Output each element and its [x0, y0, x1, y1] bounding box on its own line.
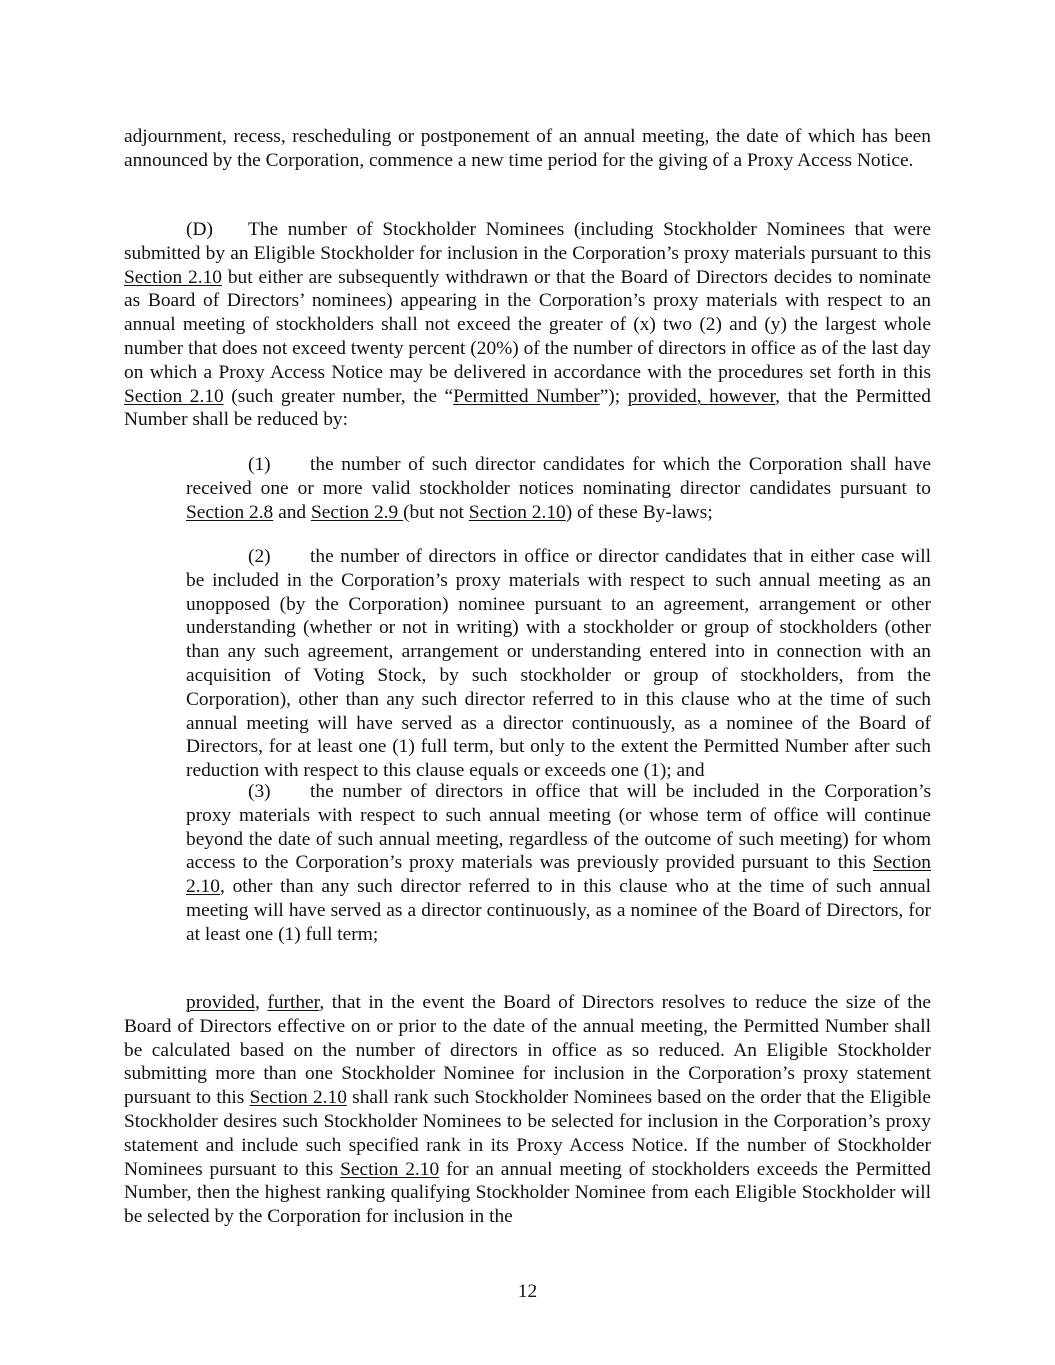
section-reference: Section 2.10	[124, 385, 224, 407]
clause-2-text: the number of directors in office or director candidates that in either case will be included in the Corporation’s proxy materials with respect to such annual meeting as an unopposed (by the Corporation) nominee pursuant to an agreement, arrangement or other understanding (whether or not in writing) with a stockholder or group of stockholders (other than any such agreement, arrangement or understanding entered into in connection with an acquisition of Voting Stock, by such stockholder or group of stockholders, from the Corporation), other than any such director referred to in this clause who at the time of such annual meeting will have served as a director continuously, as a nominee of the Board of Directors, for at least one (1) full term, but only to the extent the Permitted Number after such reduction with respect to this clause equals or exceeds one (1); and	[186, 546, 931, 782]
clause-3-text: the number of directors in office that will be included in the Corporation’s proxy materials with respect to such annual meeting (or whose term of office will continue beyond the date of such annual meeting, regardless of the outcome of such meeting) for whom access to the Corporation’s proxy materials was previously provided pursuant to this	[186, 781, 931, 874]
defined-term: Permitted Number	[453, 385, 600, 407]
section-reference: Section 2.10	[340, 1158, 440, 1180]
intro-text: adjournment, recess, rescheduling or postponement of an annual meeting, the date of which has been announced by the Corporation, commence a new time period for the giving of a Proxy Access Notice.	[124, 126, 931, 171]
proviso-term: further	[267, 992, 320, 1013]
clause-1-text: (but not	[403, 501, 469, 523]
final-paragraph-text: for an annual meeting of stockholders exceeds the Permitted Number, then the highest ranking qualifying Stockholder Nominee from each Eligible Stockholder will be selected by the Corporation for inclusion in the	[124, 1158, 931, 1228]
clause-3-label: (3)	[248, 781, 271, 802]
section-reference: Section 2.10	[249, 1087, 347, 1109]
paragraph-d-text: The number of Stockholder Nominees (including Stockholder Nominees that were submitted by an Eligible Stockholder for inclusion in the Corporation’s proxy materials pursuant to this	[124, 219, 931, 264]
paragraph-d	[124, 218, 931, 432]
paragraph-d-text: but either are subsequently withdrawn or that the Board of Directors decides to nominate as Board of Directors’ nominees) appearing in the Corporation’s proxy materials with respect to an annual meeting of stockholders shall not exceed the greater of (x) two (2) and (y) the largest whole number that does not exceed twenty percent (20%) of the number of directors in office as of the last day on which a Proxy Access Notice may be delivered in accordance with the procedures set forth in this	[124, 266, 931, 383]
final-paragraph-text: shall rank such Stockholder Nominees based on the order that the Eligible Stockholder desires such Stockholder Nominees to be selected for inclusion in the Corporation’s proxy statement and include such specified rank in its Proxy Access Notice. If the number of Stockholder Nominees pursuant to this	[124, 1087, 932, 1180]
paragraph-d-text: , that the Permitted Number shall be reduced by:	[124, 385, 931, 431]
section-reference: Section 2.10	[468, 501, 566, 523]
clause-2-label: (2)	[248, 546, 271, 567]
final-paragraph-text: ,	[254, 992, 268, 1013]
clause-1-text: and	[273, 501, 311, 523]
section-reference: Section 2.10	[186, 852, 931, 898]
clause-1-text: ) of these By-laws;	[565, 501, 713, 523]
paragraph-d-label: (D)	[186, 219, 213, 240]
clause-1	[186, 453, 931, 524]
section-reference: Section 2.9	[310, 501, 404, 523]
proviso-term: provided	[627, 385, 697, 407]
proviso-separator: ,	[696, 385, 710, 407]
clause-1-text: the number of such director candidates for which the Corporation shall have received one or more valid stockholder notices nominating director candidates pursuant to	[186, 454, 931, 499]
clause-2	[186, 545, 931, 783]
final-paragraph-text: , that in the event the Board of Directors resolves to reduce the size of the Board of Directors effective on or prior to the date of the annual meeting, the Permitted Number shall be calculated based on the number of directors in office as so reduced. An Eligible Stockholder submitting more than one Stockholder Nominee for inclusion in the Corporation’s proxy statement pursuant to this	[124, 992, 931, 1109]
proviso-term: however	[709, 385, 776, 407]
proviso-term: provided	[186, 992, 255, 1013]
clause-3	[186, 780, 931, 947]
clause-1-label: (1)	[248, 454, 271, 475]
section-reference: Section 2.8	[186, 501, 274, 523]
clause-3-text: , other than any such director referred to in this clause who at the time of such annual meeting will have served as a director continuously, as a nominee of the Board of Directors, for at least one (1) full term;	[186, 876, 931, 945]
paragraph-d-text: (such greater number, the “	[223, 385, 454, 407]
intro-paragraph	[124, 125, 931, 173]
section-reference: Section 2.10	[124, 266, 222, 288]
final-paragraph	[124, 991, 931, 1229]
paragraph-d-text: ”);	[599, 385, 628, 407]
page-number: 12	[517, 1281, 538, 1302]
